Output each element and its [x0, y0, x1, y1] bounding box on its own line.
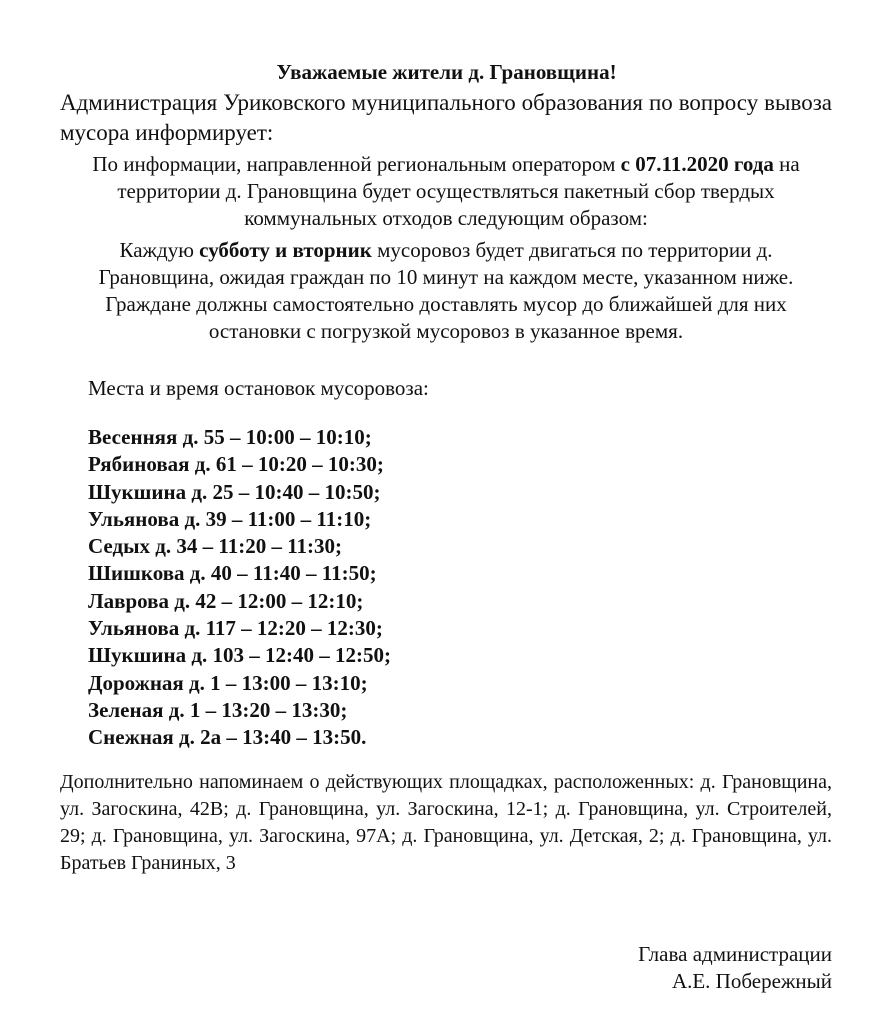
collection-days-paragraph	[60, 237, 832, 345]
p2-text-b: мусоровоз будет двигаться по территории д. Грановщина, ожидая граждан по 10 минут на каждом месте, указанном ниже. Граждане должны самостоятельно доставлять мусор до ближайшей для них остановки с погрузкой мусоровоз в указанное время.	[98, 238, 794, 343]
p1-start-date: с 07.11.2020 года	[620, 152, 774, 176]
p1-text-a: По информации, направленной региональным оператором	[92, 152, 621, 176]
stop-item: Рябиновая д. 61 – 10:20 – 10:30;	[88, 452, 384, 477]
p1-text-b: на территории д. Грановщина будет осуществляться пакетный сбор твердых коммунальных отходов следующим образом:	[117, 152, 800, 230]
schedule-start-paragraph	[60, 151, 832, 232]
stop-item: Ульянова д. 117 – 12:20 – 12:30;	[88, 616, 383, 641]
p2-text-a: Каждую	[119, 238, 200, 262]
stop-item: Лаврова д. 42 – 12:00 – 12:10;	[88, 588, 364, 613]
reminder-paragraph: Дополнительно напоминаем о действующих площадках, расположенных: д. Грановщина, ул. Загоскина, 42В; д. Грановщина, ул. Загоскина, 12-1; д. Грановщина, ул. Строителей, 29; д. Грановщина, ул. Загоскина, 97А; д. Грановщина, ул. Детская, 2; д. Грановщина, ул. Братьев Граниных, 3	[60, 771, 832, 874]
stops-list	[88, 424, 391, 752]
p2-collection-days: субботу и вторник	[199, 238, 372, 262]
stop-item: Седых д. 34 – 11:20 – 11:30;	[88, 534, 343, 559]
stop-item: Зеленая д. 1 – 13:20 – 13:30;	[88, 697, 348, 722]
intro-paragraph: Администрация Уриковского муниципального образования по вопросу вывоза мусора информирует:	[60, 90, 832, 145]
stop-item: Шукшина д. 103 – 12:40 – 12:50;	[88, 643, 391, 668]
stop-item: Снежная д. 2а – 13:40 – 13:50.	[88, 725, 367, 750]
document-title: Уважаемые жители д. Грановщина!	[276, 60, 617, 84]
stop-item: Дорожная д. 1 – 13:00 – 13:10;	[88, 670, 368, 695]
stop-item: Шишкова д. 40 – 11:40 – 11:50;	[88, 561, 377, 586]
signature-position: Глава администрации	[638, 942, 832, 966]
stops-heading: Места и время остановок мусоровоза:	[88, 376, 429, 400]
signature-block	[638, 941, 832, 995]
stop-item: Шукшина д. 25 – 10:40 – 10:50;	[88, 479, 381, 504]
stop-item: Весенняя д. 55 – 10:00 – 10:10;	[88, 425, 372, 449]
stop-item: Ульянова д. 39 – 11:00 – 11:10;	[88, 506, 372, 531]
signature-name: А.Е. Побережный	[671, 969, 832, 993]
